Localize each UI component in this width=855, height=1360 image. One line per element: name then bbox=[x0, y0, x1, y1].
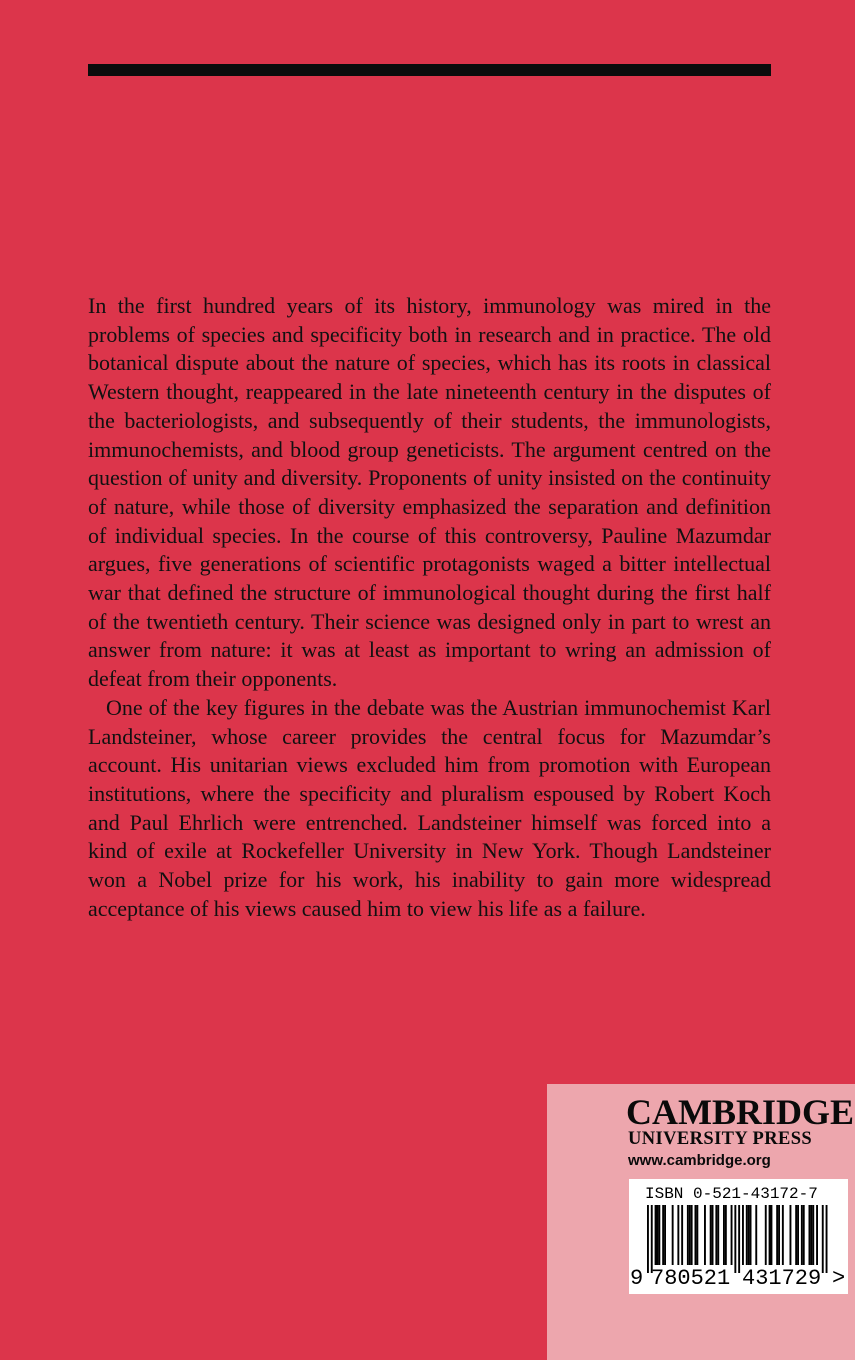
publisher-name: CAMBRIDGE bbox=[626, 1092, 855, 1132]
barcode-guard-bar bbox=[826, 1205, 828, 1273]
blurb-paragraph-1: In the first hundred years of its history, immunology was mired in the problems of species and specificity both in research and in practice. The old botanical dispute about the nature of species, which has its roots in classical Western thought, reappeared in the late nineteenth century in the disputes of the bacteriologists, and subsequently of their students, the immunologists, immunochemists, and blood group geneticists. The argument centred on the question of unity and diversity. Proponents of unity insisted on the continuity of nature, while those of diversity emphasized the separation and definition of individual species. In the course of this controversy, Pauline Mazumdar argues, five generations of scientific protagonists waged a bitter intellectual war that defined the structure of immunological thought during the first half of the twentieth century. Their science was designed only in part to wrest an answer from nature: it was at least as important to wring an admission of defeat from their opponents. bbox=[88, 293, 771, 692]
barcode-bar bbox=[681, 1205, 683, 1265]
barcode-bar bbox=[712, 1205, 714, 1265]
barcode-bar bbox=[695, 1205, 697, 1265]
barcode-bar bbox=[691, 1205, 693, 1265]
barcode-bar bbox=[797, 1205, 799, 1265]
barcode-bar bbox=[704, 1205, 706, 1265]
barcode-bar bbox=[672, 1205, 674, 1265]
barcode-guard-bar bbox=[647, 1205, 649, 1273]
barcode-bar bbox=[723, 1205, 725, 1265]
barcode-guard-bar bbox=[738, 1205, 740, 1273]
publisher-url: www.cambridge.org bbox=[628, 1152, 771, 1169]
barcode-bar bbox=[812, 1205, 814, 1265]
top-rule bbox=[88, 64, 771, 76]
barcode-bar bbox=[816, 1205, 818, 1265]
barcode-bar bbox=[662, 1205, 664, 1265]
barcode-bar bbox=[795, 1205, 797, 1265]
ean-marker: > bbox=[832, 1266, 846, 1291]
barcode-bar bbox=[790, 1205, 792, 1265]
barcode-bar bbox=[748, 1205, 750, 1265]
barcode-bar bbox=[755, 1205, 757, 1265]
barcode-bar bbox=[657, 1205, 659, 1265]
barcode-bar bbox=[776, 1205, 778, 1265]
barcode-bar bbox=[655, 1205, 657, 1265]
barcode-bar bbox=[801, 1205, 803, 1265]
barcode-bar bbox=[803, 1205, 805, 1265]
isbn-label: ISBN 0-521-43172-7 bbox=[645, 1185, 818, 1203]
publisher-panel bbox=[547, 1084, 855, 1360]
barcode-bar bbox=[664, 1205, 666, 1265]
blurb-paragraph-2: One of the key figures in the debate was the Austrian immunochemist Karl Landsteiner, whose career provides the central focus for Mazumdar’s account. His unitarian views excluded him from promotion with European institutions, where the specificity and pluralism espoused by Robert Koch and Paul Ehrlich were entrenched. Landsteiner himself was forced into a kind of exile at Rockefeller University in New York. Though Landsteiner won a Nobel prize for his work, his inability to gain more widespread acceptance of his views caused him to view his life as a failure. bbox=[88, 694, 771, 921]
barcode-bar bbox=[677, 1205, 679, 1265]
barcode-bar bbox=[710, 1205, 712, 1265]
barcode-box bbox=[629, 1179, 848, 1294]
barcode-bar bbox=[731, 1205, 733, 1265]
barcode-bar bbox=[778, 1205, 780, 1265]
barcode-bar bbox=[750, 1205, 752, 1265]
barcode-bar bbox=[810, 1205, 812, 1265]
barcode-bar bbox=[696, 1205, 698, 1265]
ean-left-digits: 780521 bbox=[651, 1266, 731, 1291]
barcode-bar bbox=[809, 1205, 811, 1265]
barcode-guard-bar bbox=[651, 1205, 653, 1273]
barcode-bar bbox=[725, 1205, 727, 1265]
barcode-bar bbox=[717, 1205, 719, 1265]
barcode-bar bbox=[769, 1205, 771, 1265]
ean-right-digits: 431729 bbox=[742, 1266, 822, 1291]
barcode-bar bbox=[765, 1205, 767, 1265]
back-cover-blurb bbox=[88, 292, 771, 923]
publisher-subtitle: UNIVERSITY PRESS bbox=[628, 1129, 813, 1149]
barcode-guard-bar bbox=[734, 1205, 736, 1273]
barcode-bar bbox=[746, 1205, 748, 1265]
ean-lead-digit: 9 bbox=[630, 1266, 644, 1291]
barcode-bar bbox=[782, 1205, 784, 1265]
barcode-bar bbox=[742, 1205, 744, 1265]
barcode-bar bbox=[689, 1205, 691, 1265]
barcode-bar bbox=[715, 1205, 717, 1265]
barcode-bar bbox=[687, 1205, 689, 1265]
barcode-bar bbox=[658, 1205, 660, 1265]
barcode-bar bbox=[771, 1205, 773, 1265]
barcode-guard-bar bbox=[822, 1205, 824, 1273]
